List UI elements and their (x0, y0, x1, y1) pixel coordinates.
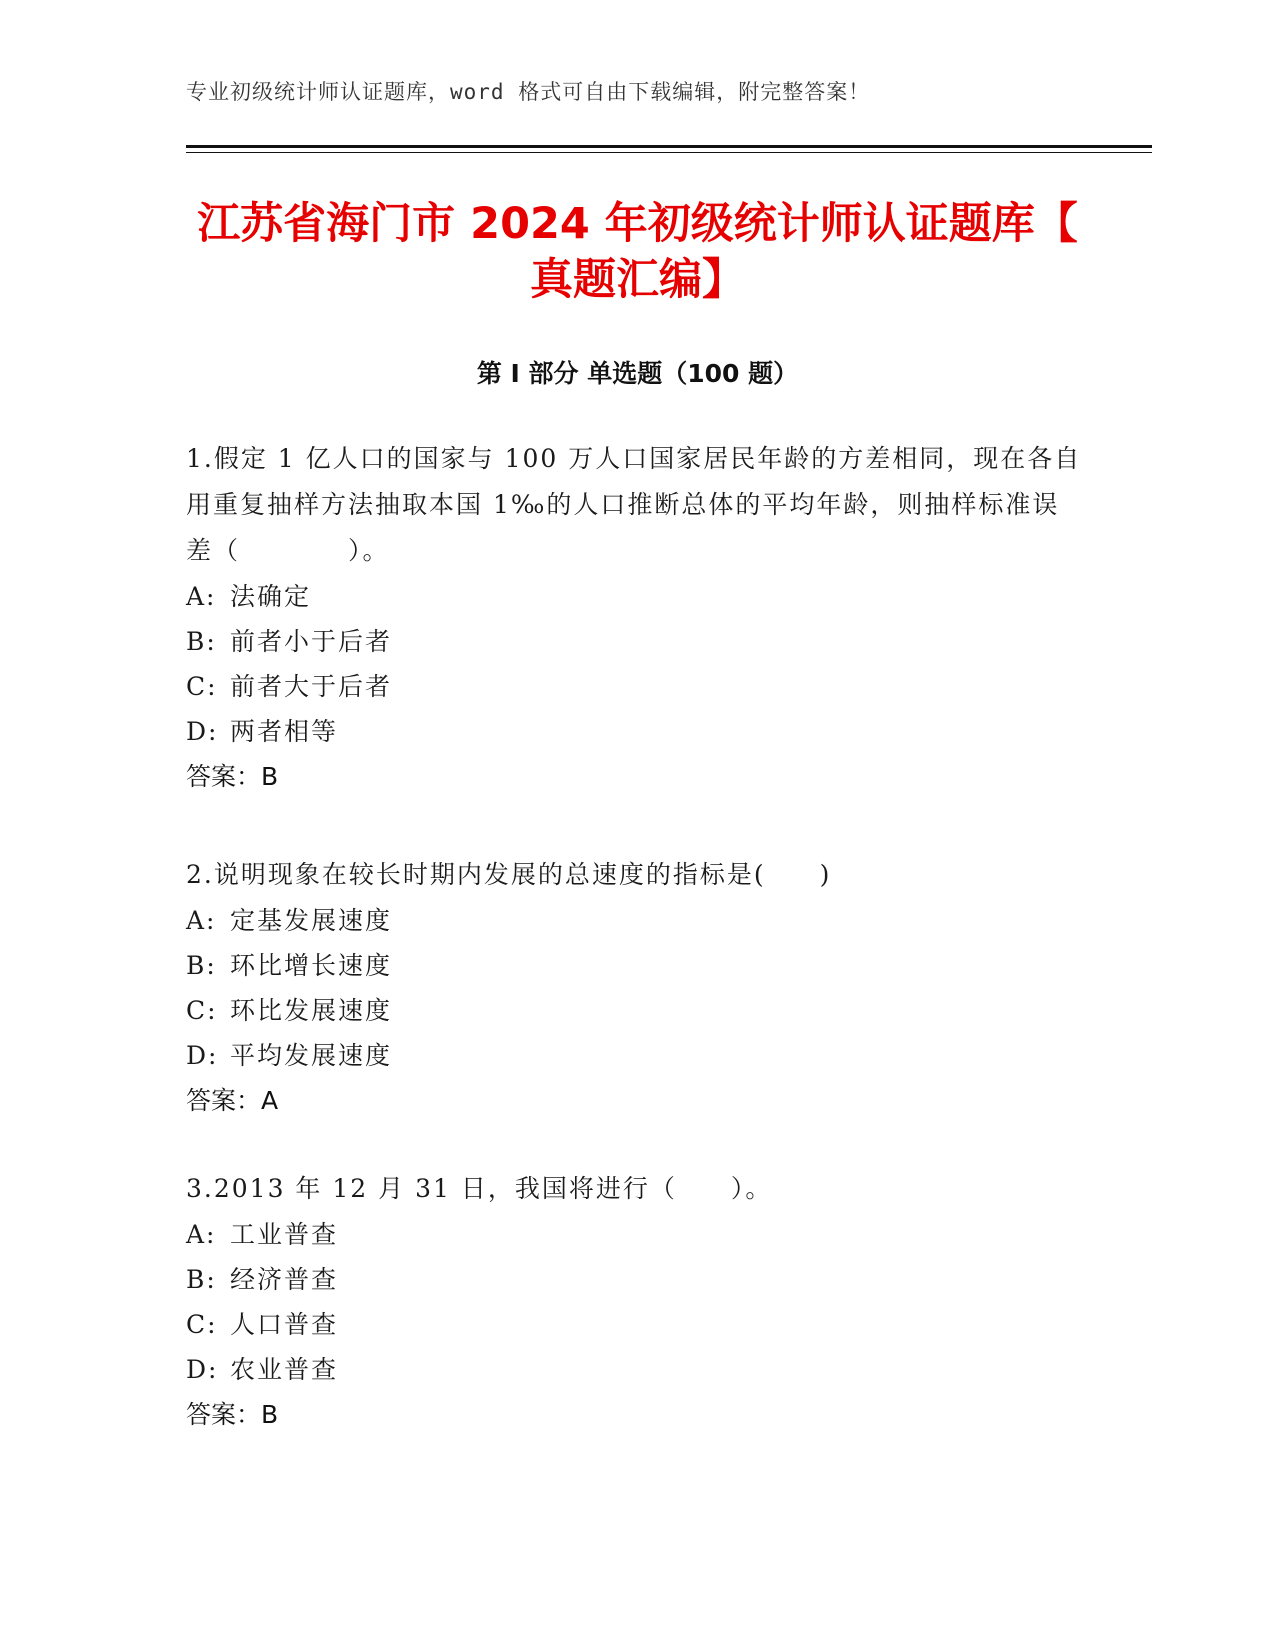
option-text: 环比增长速度 (230, 951, 393, 980)
option-key: B: (186, 951, 217, 980)
answer-line: 答案：B (186, 762, 279, 791)
option-text: 两者相等 (230, 717, 339, 746)
question-stem: 3.2013 年 12 月 31 日，我国将进行（ ）。 (186, 1174, 773, 1203)
option-text: 前者小于后者 (230, 627, 393, 656)
option-a (186, 574, 1086, 619)
option-text: 前者大于后者 (230, 672, 393, 701)
option-key: C: (186, 1310, 218, 1339)
question-3 (186, 1166, 1086, 1438)
option-key: A: (186, 1220, 217, 1249)
option-key: D: (186, 1041, 219, 1070)
section-heading: 第 I 部分 单选题（100 题） (476, 359, 799, 388)
option-key: C: (186, 996, 218, 1025)
option-text: 环比发展速度 (230, 996, 393, 1025)
option-key: B: (186, 627, 217, 656)
option-key: A: (186, 906, 217, 935)
option-d (186, 709, 1086, 754)
document-title-line-1: 江苏省海门市 2024 年初级统计师认证题库【 (197, 199, 1078, 249)
document-title (150, 196, 1125, 308)
option-text: 定基发展速度 (230, 906, 393, 935)
option-key: D: (186, 1355, 219, 1384)
header-divider-thin (186, 152, 1152, 153)
question-stem: 1.假定 1 亿人口的国家与 100 万人口国家居民年龄的方差相同，现在各自用重复抽样方法抽取本国 1‰的人口推断总体的平均年龄，则抽样标准误差（ ）。 (186, 444, 1082, 565)
option-b (186, 1257, 1086, 1302)
question-2 (186, 852, 1086, 1124)
option-d (186, 1347, 1086, 1392)
option-key: C: (186, 672, 218, 701)
option-text: 农业普查 (230, 1355, 339, 1384)
option-c (186, 664, 1086, 709)
option-b (186, 619, 1086, 664)
option-text: 经济普查 (230, 1265, 339, 1294)
option-key: D: (186, 717, 219, 746)
option-a (186, 1212, 1086, 1257)
header-note: 专业初级统计师认证题库，word 格式可自由下载编辑，附完整答案！ (186, 80, 871, 104)
option-c (186, 1302, 1086, 1347)
option-key: B: (186, 1265, 217, 1294)
option-text: 工业普查 (230, 1220, 339, 1249)
option-d (186, 1033, 1086, 1078)
option-text: 法确定 (230, 582, 312, 611)
header-divider-thick (186, 145, 1152, 148)
option-a (186, 898, 1086, 943)
option-b (186, 943, 1086, 988)
answer-line: 答案：A (186, 1086, 279, 1115)
option-key: A: (186, 582, 217, 611)
document-title-line-2: 真题汇编】 (530, 255, 745, 305)
question-1 (186, 436, 1086, 800)
answer-line: 答案：B (186, 1400, 279, 1429)
option-text: 人口普查 (230, 1310, 339, 1339)
option-c (186, 988, 1086, 1033)
option-text: 平均发展速度 (230, 1041, 393, 1070)
question-stem: 2.说明现象在较长时期内发展的总速度的指标是( ) (186, 860, 832, 889)
